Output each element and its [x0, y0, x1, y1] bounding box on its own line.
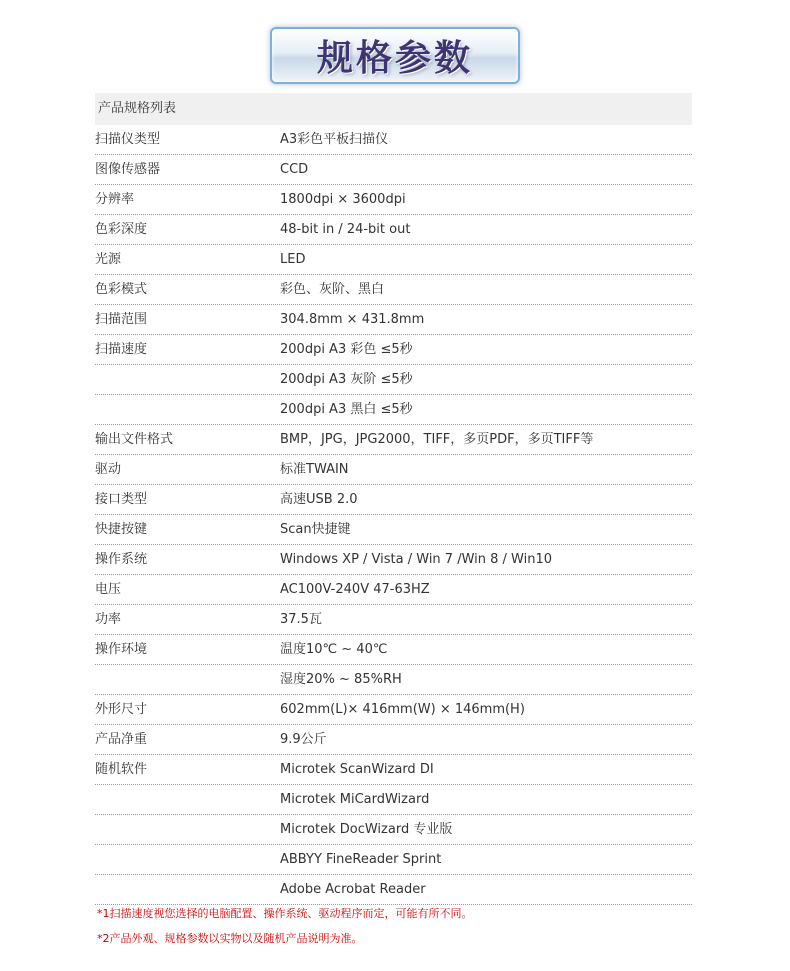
spec-row — [95, 875, 692, 905]
title-banner-box — [270, 27, 520, 84]
spec-row — [95, 215, 692, 245]
spec-value: 湿度20% ~ 85%RH — [280, 672, 402, 687]
spec-value: 37.5瓦 — [280, 612, 322, 627]
spec-value: A3彩色平板扫描仪 — [280, 132, 389, 147]
spec-label: 随机软件 — [95, 762, 148, 777]
spec-value: 标准TWAIN — [280, 462, 349, 477]
spec-row — [95, 575, 692, 605]
spec-row — [95, 785, 692, 815]
spec-row — [95, 515, 692, 545]
title-banner — [270, 27, 520, 84]
footnote-1: *1扫描速度视您选择的电脑配置、操作系统、驱动程序而定，可能有所不同。 — [97, 907, 473, 920]
spec-value: 200dpi A3 彩色 ≤5秒 — [280, 342, 413, 357]
footnote-2: *2产品外观、规格参数以实物以及随机产品说明为准。 — [97, 932, 363, 945]
spec-value: 200dpi A3 黑白 ≤5秒 — [280, 402, 413, 417]
spec-value: ABBYY FineReader Sprint — [280, 852, 442, 867]
spec-row — [95, 455, 692, 485]
spec-value: 602mm(L)× 416mm(W) × 146mm(H) — [280, 702, 525, 717]
spec-label: 操作系统 — [95, 552, 148, 567]
spec-value: 48-bit in / 24-bit out — [280, 222, 411, 237]
spec-table — [95, 93, 692, 905]
spec-value: 彩色、灰阶、黑白 — [280, 282, 385, 297]
spec-value: 9.9公斤 — [280, 732, 327, 747]
spec-label: 扫描速度 — [95, 342, 148, 357]
spec-table-body — [95, 125, 692, 905]
spec-label: 外形尺寸 — [95, 702, 148, 717]
spec-value: CCD — [280, 162, 309, 177]
spec-label: 产品净重 — [95, 732, 148, 747]
spec-label: 驱动 — [95, 462, 122, 477]
spec-row — [95, 665, 692, 695]
spec-label: 快捷按键 — [95, 522, 148, 537]
spec-label: 接口类型 — [95, 492, 148, 507]
spec-label: 分辨率 — [95, 192, 135, 207]
spec-value: 1800dpi × 3600dpi — [280, 192, 406, 207]
spec-row — [95, 125, 692, 155]
spec-value: 200dpi A3 灰阶 ≤5秒 — [280, 372, 413, 387]
spec-label: 色彩模式 — [95, 282, 148, 297]
spec-row — [95, 605, 692, 635]
spec-row — [95, 485, 692, 515]
spec-row — [95, 245, 692, 275]
spec-row — [95, 635, 692, 665]
spec-row — [95, 545, 692, 575]
spec-value: Microtek ScanWizard DI — [280, 762, 434, 777]
spec-row — [95, 725, 692, 755]
spec-value: LED — [280, 252, 306, 267]
spec-value: Scan快捷键 — [280, 522, 351, 537]
spec-label: 光源 — [95, 252, 122, 267]
spec-label: 扫描仪类型 — [95, 132, 161, 147]
spec-value: Microtek DocWizard 专业版 — [280, 822, 453, 837]
spec-label: 图像传感器 — [95, 162, 161, 177]
spec-value: AC100V-240V 47-63HZ — [280, 582, 430, 597]
spec-label: 操作环境 — [95, 642, 148, 657]
spec-row — [95, 755, 692, 785]
spec-row — [95, 395, 692, 425]
spec-value: 温度10℃ ~ 40℃ — [280, 642, 388, 657]
spec-value: Microtek MiCardWizard — [280, 792, 430, 807]
spec-value: BMP，JPG，JPG2000，TIFF，多页PDF，多页TIFF等 — [280, 432, 594, 447]
spec-row — [95, 185, 692, 215]
spec-label: 功率 — [95, 612, 122, 627]
spec-row — [95, 335, 692, 365]
spec-row — [95, 365, 692, 395]
spec-row — [95, 425, 692, 455]
spec-table-header: 产品规格列表 — [95, 93, 692, 125]
spec-label: 扫描范围 — [95, 312, 148, 327]
spec-value: Adobe Acrobat Reader — [280, 882, 426, 897]
spec-value: 304.8mm × 431.8mm — [280, 312, 425, 327]
page-title: 规格参数 — [316, 38, 473, 79]
spec-row — [95, 815, 692, 845]
spec-row — [95, 275, 692, 305]
spec-row — [95, 695, 692, 725]
spec-label: 输出文件格式 — [95, 432, 174, 447]
spec-value: Windows XP / Vista / Win 7 /Win 8 / Win10 — [280, 552, 553, 567]
spec-value: 高速USB 2.0 — [280, 492, 358, 507]
spec-row — [95, 845, 692, 875]
footnotes — [97, 905, 473, 955]
spec-row — [95, 155, 692, 185]
spec-label: 色彩深度 — [95, 222, 148, 237]
spec-label: 电压 — [95, 582, 122, 597]
spec-row — [95, 305, 692, 335]
